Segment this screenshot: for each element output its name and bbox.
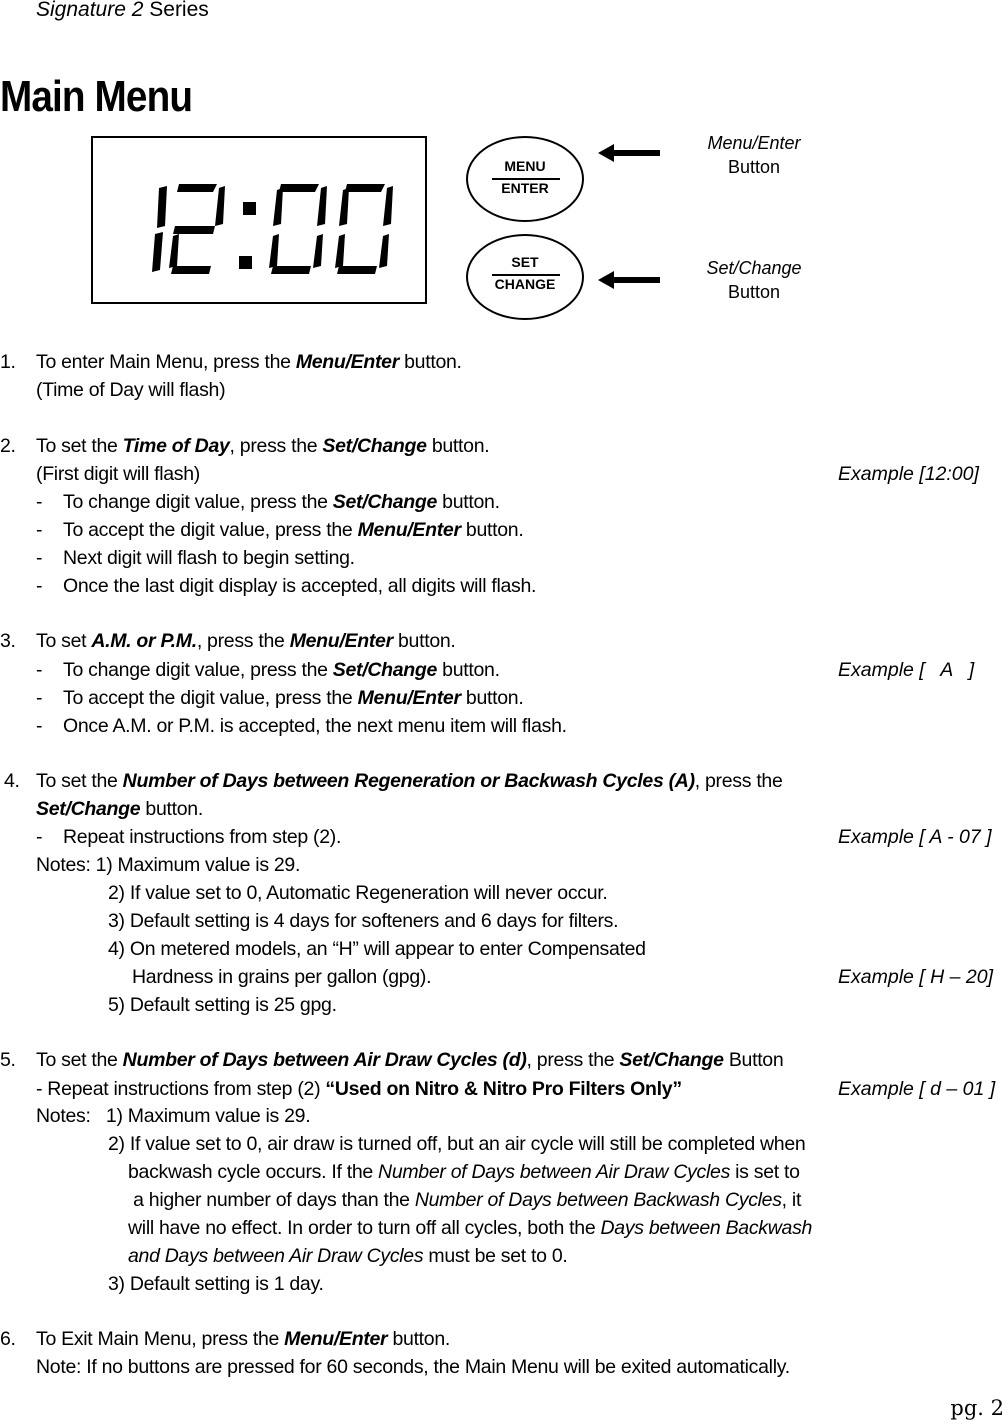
- set-label: SET: [511, 254, 539, 270]
- step-number: 3.: [0, 630, 16, 652]
- step-number: 6.: [0, 1328, 16, 1350]
- step-number: 1.: [0, 351, 16, 373]
- bullet-dash: -: [36, 715, 43, 737]
- menu-label: MENU: [504, 158, 546, 174]
- menu-enter-button[interactable]: [466, 136, 584, 222]
- text: To enter Main Menu, press the: [36, 351, 296, 373]
- example-value: Example [ d – 01 ]: [838, 1078, 996, 1100]
- text: button.: [426, 435, 490, 457]
- bullet-dash: -: [36, 491, 43, 513]
- text: will have no effect. In order to turn off all cycles, both the: [128, 1217, 601, 1239]
- note-line: [128, 1214, 812, 1242]
- button-ref: Set/Change: [332, 659, 438, 681]
- text: , press the: [196, 630, 290, 652]
- setting-ref: Number of Days between Air Draw Cycles: [378, 1161, 731, 1183]
- button-ref: Menu/Enter: [284, 1328, 388, 1350]
- button-ref: Set/Change: [322, 435, 427, 457]
- arrow-left-icon: [598, 143, 660, 163]
- note-line: Notes: 1) Maximum value is 29.: [36, 854, 301, 876]
- bullet-item: [63, 516, 523, 544]
- note-line: 2) If value set to 0, air draw is turned off, but an air cycle will still be completed when: [108, 1133, 806, 1155]
- note-line: [128, 1242, 568, 1270]
- note-line: 4) On metered models, an “H” will appear to enter Compensated: [108, 938, 646, 960]
- note-line: [128, 1186, 801, 1214]
- text: button.: [437, 659, 500, 681]
- note-line: [128, 1158, 800, 1186]
- text: To set the: [36, 1049, 123, 1071]
- bullet-dash: -: [36, 826, 43, 848]
- step-2-note: (First digit will flash): [36, 463, 200, 485]
- setting-ref: and Days between Air Draw Cycles: [128, 1245, 424, 1267]
- bullet-dash: -: [36, 547, 43, 569]
- bullet-dash: -: [36, 687, 43, 709]
- text: , press the: [694, 770, 783, 792]
- set-change-callout: [689, 256, 819, 304]
- note-line: Notes: 1) Maximum value is 29.: [36, 1105, 311, 1127]
- setting-ref: A.M. or P.M.: [91, 630, 197, 652]
- emphasis-text: “Used on Nitro & Nitro Pro Filters Only”: [325, 1078, 682, 1100]
- text: To change digit value, press the: [63, 491, 333, 513]
- page-number: pg. 2: [950, 1396, 1004, 1420]
- note-line: Hardness in grains per gallon (gpg).: [132, 966, 432, 988]
- text: button.: [399, 351, 462, 373]
- text: , press the: [229, 435, 323, 457]
- button-ref: Set/Change: [619, 1049, 724, 1071]
- text: button.: [460, 687, 524, 709]
- bullet-item: [63, 684, 523, 712]
- step-number: 5.: [0, 1049, 16, 1071]
- step-number: 4.: [4, 770, 20, 792]
- callout-subtitle: Button: [727, 157, 781, 177]
- text: To set the: [36, 770, 123, 792]
- step-6-note: Note: If no buttons are pressed for 60 seconds, the Main Menu will be exited automatically.: [36, 1356, 790, 1378]
- step-5-line-2: [36, 1075, 682, 1103]
- step-1-note: (Time of Day will flash): [36, 379, 226, 401]
- text: , it: [781, 1189, 802, 1211]
- step-2-line: [36, 432, 489, 460]
- series-name: Signature 2: [36, 0, 144, 21]
- note-line: 3) Default setting is 4 days for softeners and 6 days for filters.: [108, 910, 619, 932]
- page-title: Main Menu: [0, 72, 193, 121]
- bullet-item: [63, 656, 500, 684]
- note-line: 5) Default setting is 25 gpg.: [108, 994, 337, 1016]
- setting-ref: Time of Day: [122, 435, 230, 457]
- set-change-button[interactable]: [466, 234, 584, 320]
- step-3-line: [36, 627, 456, 655]
- arrow-left-icon: [598, 270, 660, 290]
- step-number: 2.: [0, 435, 16, 457]
- bullet-item: Once the last digit display is accepted, all digits will flash.: [63, 575, 537, 597]
- text: button.: [460, 519, 524, 541]
- text: To change digit value, press the: [63, 659, 333, 681]
- lcd-digits-graphic: [93, 138, 425, 302]
- menu-enter-callout: [689, 131, 819, 179]
- text: , press the: [526, 1049, 620, 1071]
- step-1-line: [36, 348, 462, 376]
- bullet-item: Once A.M. or P.M. is accepted, the next menu item will flash.: [63, 715, 567, 737]
- example-value: Example [12:00]: [838, 463, 979, 485]
- text: must be set to 0.: [423, 1245, 568, 1267]
- bullet-dash: -: [36, 575, 43, 597]
- callout-subtitle: Button: [727, 282, 781, 302]
- example-value: Example [ A ]: [838, 659, 975, 681]
- change-label: CHANGE: [494, 276, 556, 292]
- button-ref: Menu/Enter: [295, 351, 399, 373]
- button-ref: Menu/Enter: [289, 630, 393, 652]
- step-4-line-2: [36, 795, 203, 823]
- note-line: 3) Default setting is 1 day.: [108, 1273, 324, 1295]
- callout-title: Menu/Enter: [707, 133, 801, 153]
- bullet-item: Next digit will flash to begin setting.: [63, 547, 355, 569]
- text: backwash cycle occurs. If the: [128, 1161, 379, 1183]
- text: button.: [392, 630, 456, 652]
- bullet-dash: -: [36, 519, 43, 541]
- setting-ref: Number of Days between Backwash Cycles: [414, 1189, 782, 1211]
- note-line: 2) If value set to 0, Automatic Regeneration will never occur.: [108, 882, 608, 904]
- bullet-item: Repeat instructions from step (2).: [63, 826, 342, 848]
- bullet-dash: -: [36, 659, 43, 681]
- text: To set the: [36, 435, 123, 457]
- button-ref: Set/Change: [36, 798, 141, 820]
- text: button.: [140, 798, 203, 820]
- text: To set: [36, 630, 92, 652]
- button-ref: Menu/Enter: [357, 519, 461, 541]
- text: - Repeat instructions from step (2): [36, 1078, 326, 1100]
- series-header: [36, 0, 209, 22]
- step-6-line: [36, 1325, 450, 1353]
- text: button.: [387, 1328, 451, 1350]
- text: a higher number of days than the: [128, 1189, 415, 1211]
- button-ref: Menu/Enter: [357, 687, 461, 709]
- example-value: Example [ A - 07 ]: [838, 826, 992, 848]
- enter-label: ENTER: [501, 180, 549, 196]
- setting-ref: Days between Backwash: [600, 1217, 813, 1239]
- setting-ref: Number of Days between Air Draw Cycles (d): [122, 1049, 527, 1071]
- lcd-display: [91, 136, 427, 304]
- button-ref: Set/Change: [332, 491, 438, 513]
- text: To accept the digit value, press the: [63, 519, 358, 541]
- step-4-line: [36, 767, 783, 795]
- callout-title: Set/Change: [706, 258, 802, 278]
- text: To Exit Main Menu, press the: [36, 1328, 285, 1350]
- step-5-line: [36, 1046, 783, 1074]
- setting-ref: Number of Days between Regeneration or Backwash Cycles (A): [122, 770, 695, 792]
- example-value: Example [ H – 20]: [838, 966, 993, 988]
- text: is set to: [730, 1161, 800, 1183]
- bullet-item: [63, 488, 500, 516]
- series-suffix: Series: [143, 0, 209, 21]
- text: Button: [723, 1049, 784, 1071]
- text: To accept the digit value, press the: [63, 687, 358, 709]
- text: button.: [437, 491, 500, 513]
